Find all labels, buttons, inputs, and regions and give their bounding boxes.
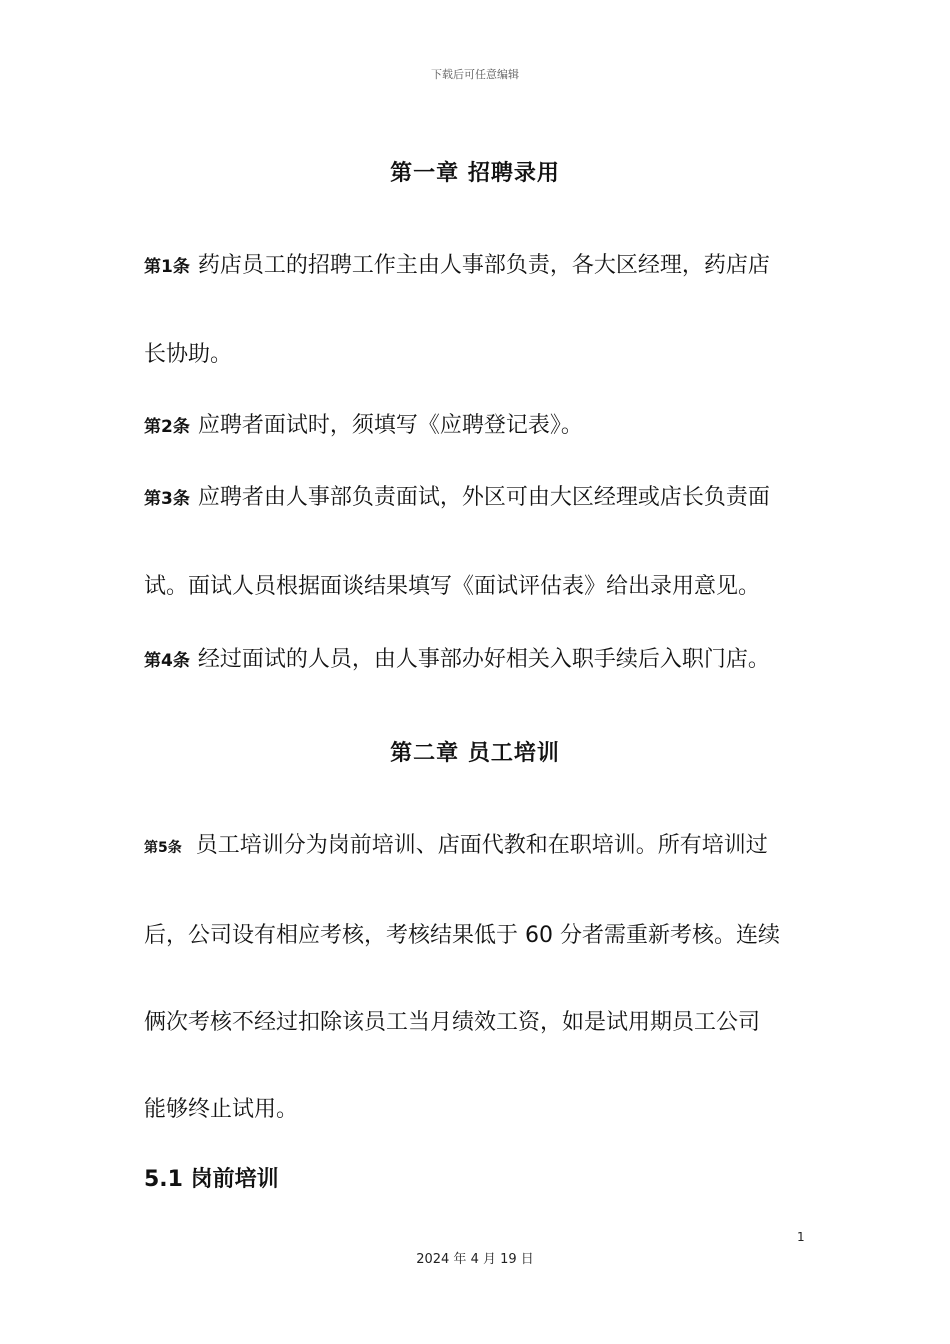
article-label: 第3条 xyxy=(144,489,190,509)
article-line: 能够终止试用。 xyxy=(144,1097,299,1122)
page-header: 下载后可任意编辑 xyxy=(431,68,519,81)
article-5 xyxy=(144,802,814,1153)
article-line xyxy=(144,616,814,705)
section-title: 5.1 岗前培训 xyxy=(144,1167,279,1192)
article-line: 长协助。 xyxy=(144,342,233,367)
article-4 xyxy=(144,616,814,705)
article-label: 第5条 xyxy=(144,840,182,856)
article-text: 员工培训分为岗前培训、店面代教和在职培训。所有培训过 xyxy=(195,833,768,858)
article-label: 第4条 xyxy=(144,651,190,671)
article-label: 第2条 xyxy=(144,417,190,437)
article-text: 应聘者面试时，须填写《应聘登记表》。 xyxy=(197,413,583,438)
article-line xyxy=(144,222,814,311)
page-number: 1 xyxy=(797,1230,805,1244)
article-text: 经过面试的人员，由人事部办好相关入职手续后入职门店。 xyxy=(197,647,770,672)
article-line xyxy=(144,454,814,543)
article-line: 试。面试人员根据面谈结果填写《面试评估表》给出录用意见。 xyxy=(144,574,761,599)
article-text: 药店员工的招聘工作主由人事部负责，各大区经理，药店店 xyxy=(197,253,770,278)
article-label: 第1条 xyxy=(144,257,190,277)
article-text: 应聘者由人事部负责面试，外区可由大区经理或店长负责面 xyxy=(197,485,770,510)
article-line xyxy=(144,802,814,892)
article-line: 俩次考核不经过扣除该员工当月绩效工资，如是试用期员工公司 xyxy=(144,1010,761,1035)
article-1 xyxy=(144,222,814,398)
article-3 xyxy=(144,454,814,630)
chapter-title: 第二章 员工培训 xyxy=(390,741,560,766)
chapter-title: 第一章 招聘录用 xyxy=(390,161,560,186)
page-footer-date: 2024 年 4 月 19 日 xyxy=(416,1252,534,1267)
article-line: 后，公司设有相应考核，考核结果低于 60 分者需重新考核。连续 xyxy=(144,923,780,948)
